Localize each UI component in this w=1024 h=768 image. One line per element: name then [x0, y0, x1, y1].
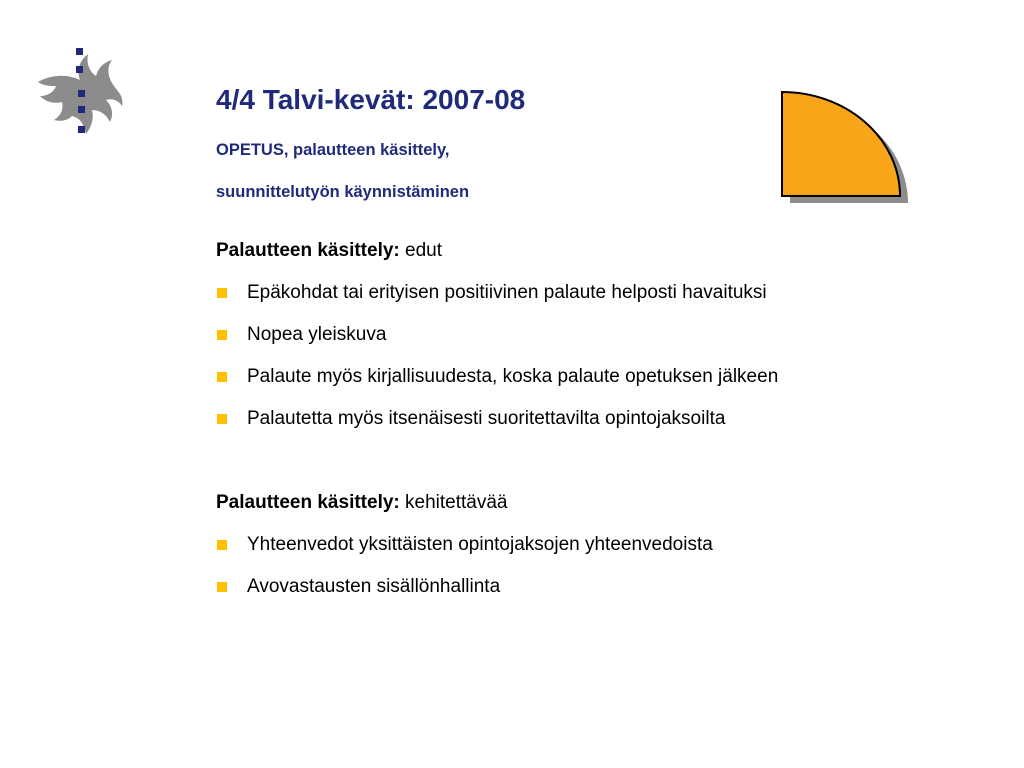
bullet-text: Palaute myös kirjallisuudesta, koska palaute opetuksen jälkeen	[247, 366, 779, 387]
section-improvements	[216, 492, 976, 598]
bullet-text: Nopea yleiskuva	[247, 324, 387, 345]
square-bullet-icon	[217, 540, 227, 550]
square-bullet-icon	[217, 288, 227, 298]
section-heading-rest: edut	[399, 240, 443, 261]
bullet-list	[216, 534, 976, 598]
square-bullet-icon	[217, 372, 227, 382]
section-heading-lead: Palautteen käsittely:	[216, 240, 400, 261]
bullet-text: Epäkohdat tai erityisen positiivinen palaute helposti havaituksi	[247, 282, 767, 303]
bullet-item	[216, 366, 976, 388]
bullet-item	[216, 324, 976, 346]
section-heading-rest: kehitettävää	[399, 492, 508, 513]
slide-title: 4/4 Talvi-kevät: 2007-08	[216, 84, 526, 115]
bullet-list	[216, 282, 976, 430]
square-bullet-icon	[217, 582, 227, 592]
bullet-item	[216, 534, 976, 556]
square-bullet-icon	[217, 330, 227, 340]
subtitle-line-1: OPETUS, palautteen käsittely,	[216, 141, 450, 159]
slide-content	[216, 240, 976, 598]
bullet-item	[216, 408, 976, 430]
subtitle-line-2: suunnittelutyön käynnistäminen	[216, 183, 470, 201]
section-heading	[216, 492, 976, 514]
bullet-item	[216, 282, 976, 304]
university-flame-logo-icon	[34, 48, 126, 136]
section-heading	[216, 240, 976, 262]
quarter-circle-icon	[778, 90, 914, 208]
bullet-text: Palautetta myös itsenäisesti suoritettavilta opintojaksoilta	[247, 408, 726, 429]
section-heading-lead: Palautteen käsittely:	[216, 492, 400, 513]
section-benefits	[216, 240, 976, 430]
square-bullet-icon	[217, 414, 227, 424]
bullet-item	[216, 576, 976, 598]
bullet-text: Yhteenvedot yksittäisten opintojaksojen yhteenvedoista	[247, 534, 713, 555]
bullet-text: Avovastausten sisällönhallinta	[247, 576, 501, 597]
